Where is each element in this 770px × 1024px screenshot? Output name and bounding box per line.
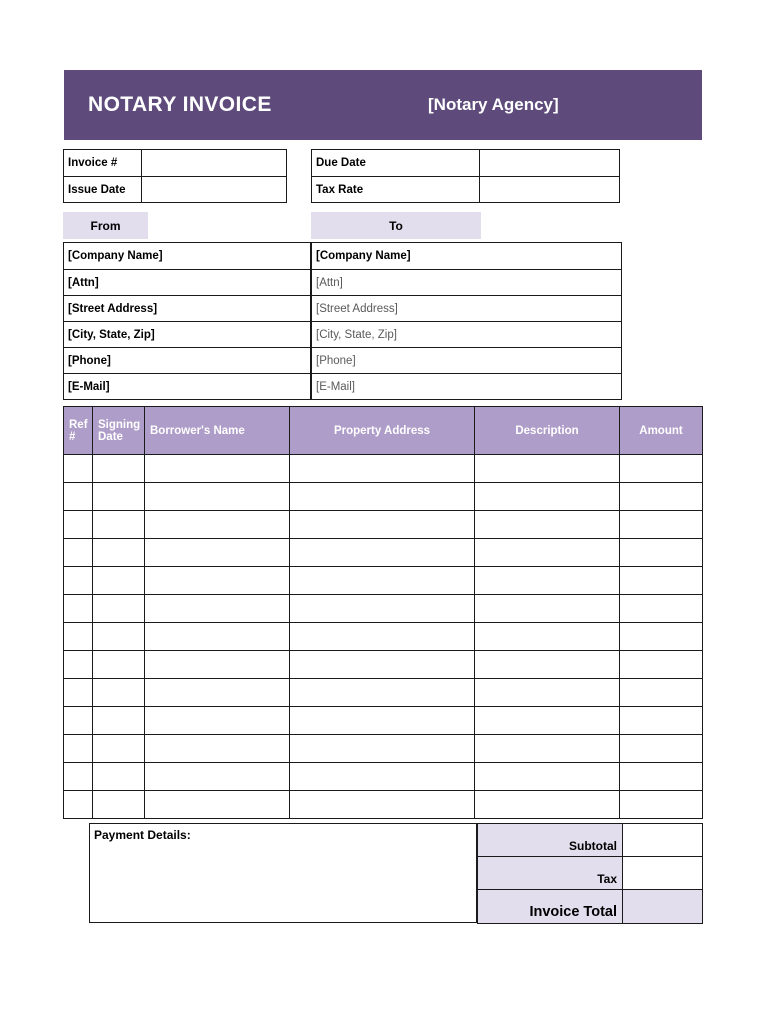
table-cell[interactable] (620, 735, 703, 763)
tax-rate-row (312, 176, 619, 202)
table-row (64, 567, 703, 595)
column-header-borrower-name: Borrower's Name (145, 407, 290, 455)
to-attn[interactable]: [Attn] (312, 269, 621, 295)
tax-label: Tax (478, 857, 623, 890)
table-row (64, 455, 703, 483)
table-cell[interactable] (93, 483, 145, 511)
table-cell[interactable] (475, 735, 620, 763)
table-cell[interactable] (145, 539, 290, 567)
table-cell[interactable] (475, 679, 620, 707)
table-cell[interactable] (145, 455, 290, 483)
subtotal-label: Subtotal (478, 824, 623, 857)
tax-rate-label: Tax Rate (312, 177, 480, 202)
table-cell[interactable] (64, 735, 93, 763)
table-cell[interactable] (64, 567, 93, 595)
table-cell[interactable] (93, 791, 145, 819)
table-cell[interactable] (93, 567, 145, 595)
table-cell[interactable] (145, 735, 290, 763)
payment-details-label: Payment Details: (94, 828, 191, 842)
invoice-meta-left (63, 149, 287, 203)
table-row (64, 483, 703, 511)
table-cell[interactable] (620, 483, 703, 511)
table-cell[interactable] (93, 679, 145, 707)
issue-date-label: Issue Date (64, 177, 142, 202)
table-row (64, 511, 703, 539)
table-row (64, 623, 703, 651)
table-cell[interactable] (145, 483, 290, 511)
due-date-label: Due Date (312, 150, 480, 176)
table-cell[interactable] (475, 567, 620, 595)
table-cell[interactable] (475, 595, 620, 623)
table-cell[interactable] (475, 763, 620, 791)
table-cell[interactable] (620, 623, 703, 651)
invoice-header-banner (64, 70, 702, 140)
invoice-total-value[interactable] (623, 890, 703, 924)
table-cell[interactable] (620, 791, 703, 819)
table-cell[interactable] (145, 651, 290, 679)
table-cell[interactable] (290, 511, 475, 539)
invoice-number-row (64, 150, 286, 176)
table-cell[interactable] (145, 567, 290, 595)
from-attn[interactable]: [Attn] (64, 269, 310, 295)
to-phone[interactable]: [Phone] (312, 347, 621, 373)
table-cell[interactable] (145, 791, 290, 819)
table-cell[interactable] (290, 679, 475, 707)
table-cell[interactable] (145, 763, 290, 791)
table-cell[interactable] (93, 707, 145, 735)
table-cell[interactable] (620, 707, 703, 735)
table-cell[interactable] (475, 511, 620, 539)
table-cell[interactable] (620, 763, 703, 791)
to-email[interactable]: [E-Mail] (312, 373, 621, 399)
tax-value[interactable] (623, 857, 703, 890)
column-header-property-address: Property Address (290, 407, 475, 455)
table-cell[interactable] (93, 651, 145, 679)
line-items-header-row (64, 407, 703, 455)
to-company-name[interactable]: [Company Name] (316, 250, 411, 262)
table-cell[interactable] (475, 483, 620, 511)
table-cell[interactable] (475, 707, 620, 735)
issue-date-field[interactable] (142, 177, 286, 202)
invoice-number-field[interactable] (142, 150, 286, 176)
table-row (64, 791, 703, 819)
table-cell[interactable] (475, 539, 620, 567)
table-cell[interactable] (64, 511, 93, 539)
table-cell[interactable] (475, 455, 620, 483)
table-cell[interactable] (620, 595, 703, 623)
subtotal-row (478, 824, 703, 857)
table-cell[interactable] (290, 595, 475, 623)
table-cell[interactable] (145, 623, 290, 651)
to-street-address[interactable]: [Street Address] (312, 295, 621, 321)
line-items-body (64, 455, 703, 819)
due-date-field[interactable] (480, 150, 619, 176)
table-cell[interactable] (290, 567, 475, 595)
page-title: NOTARY INVOICE (88, 93, 272, 116)
agency-name: [Notary Agency] (428, 95, 559, 114)
table-cell[interactable] (93, 735, 145, 763)
from-city-state-zip[interactable]: [City, State, Zip] (64, 321, 310, 347)
table-cell[interactable] (290, 623, 475, 651)
from-section-label: From (63, 212, 148, 239)
line-items-header (64, 407, 703, 455)
table-cell[interactable] (620, 455, 703, 483)
table-cell[interactable] (64, 679, 93, 707)
from-email[interactable]: [E-Mail] (64, 373, 310, 399)
table-cell[interactable] (290, 539, 475, 567)
table-cell[interactable] (64, 623, 93, 651)
table-cell[interactable] (620, 539, 703, 567)
table-cell[interactable] (290, 707, 475, 735)
table-cell[interactable] (145, 595, 290, 623)
column-header-amount: Amount (620, 407, 703, 455)
line-items-table (63, 406, 703, 819)
table-cell[interactable] (93, 623, 145, 651)
table-cell[interactable] (93, 539, 145, 567)
table-cell[interactable] (64, 791, 93, 819)
invoice-number-label: Invoice # (64, 150, 142, 176)
table-row (64, 735, 703, 763)
invoice-total-label: Invoice Total (478, 890, 623, 924)
column-header-description: Description (475, 407, 620, 455)
from-street-address[interactable]: [Street Address] (64, 295, 310, 321)
table-cell[interactable] (290, 791, 475, 819)
table-row (64, 651, 703, 679)
table-cell[interactable] (620, 511, 703, 539)
column-header-signing-date: Signing Date (93, 407, 145, 455)
tax-rate-field[interactable] (480, 177, 619, 202)
table-cell[interactable] (64, 539, 93, 567)
table-cell[interactable] (93, 763, 145, 791)
table-row (64, 595, 703, 623)
table-cell[interactable] (145, 679, 290, 707)
table-cell[interactable] (475, 791, 620, 819)
table-row (64, 679, 703, 707)
table-cell[interactable] (64, 763, 93, 791)
invoice-total-row (478, 890, 703, 924)
table-cell[interactable] (620, 651, 703, 679)
table-cell[interactable] (64, 483, 93, 511)
from-phone[interactable]: [Phone] (64, 347, 310, 373)
table-row (64, 539, 703, 567)
issue-date-row (64, 176, 286, 202)
table-row (64, 707, 703, 735)
table-cell[interactable] (290, 735, 475, 763)
from-company-name[interactable]: [Company Name] (68, 250, 163, 262)
table-cell[interactable] (620, 679, 703, 707)
due-date-row (312, 150, 619, 176)
table-cell[interactable] (93, 455, 145, 483)
table-cell[interactable] (290, 455, 475, 483)
table-cell[interactable] (145, 707, 290, 735)
to-city-state-zip[interactable]: [City, State, Zip] (312, 321, 621, 347)
to-section-label: To (311, 212, 481, 239)
table-cell[interactable] (93, 511, 145, 539)
table-cell[interactable] (290, 763, 475, 791)
table-cell[interactable] (475, 651, 620, 679)
tax-row (478, 857, 703, 890)
to-address-block (311, 242, 622, 400)
table-row (64, 763, 703, 791)
column-header-ref: Ref # (64, 407, 93, 455)
table-cell[interactable] (64, 455, 93, 483)
table-cell[interactable] (290, 483, 475, 511)
table-cell[interactable] (64, 595, 93, 623)
table-cell[interactable] (93, 595, 145, 623)
invoice-meta-right (311, 149, 620, 203)
payment-details-box[interactable] (89, 823, 477, 923)
table-cell[interactable] (64, 651, 93, 679)
table-cell[interactable] (145, 511, 290, 539)
table-cell[interactable] (475, 623, 620, 651)
subtotal-value[interactable] (623, 824, 703, 857)
table-cell[interactable] (620, 567, 703, 595)
totals-table (477, 823, 703, 924)
table-cell[interactable] (64, 707, 93, 735)
from-address-block (63, 242, 311, 400)
table-cell[interactable] (290, 651, 475, 679)
